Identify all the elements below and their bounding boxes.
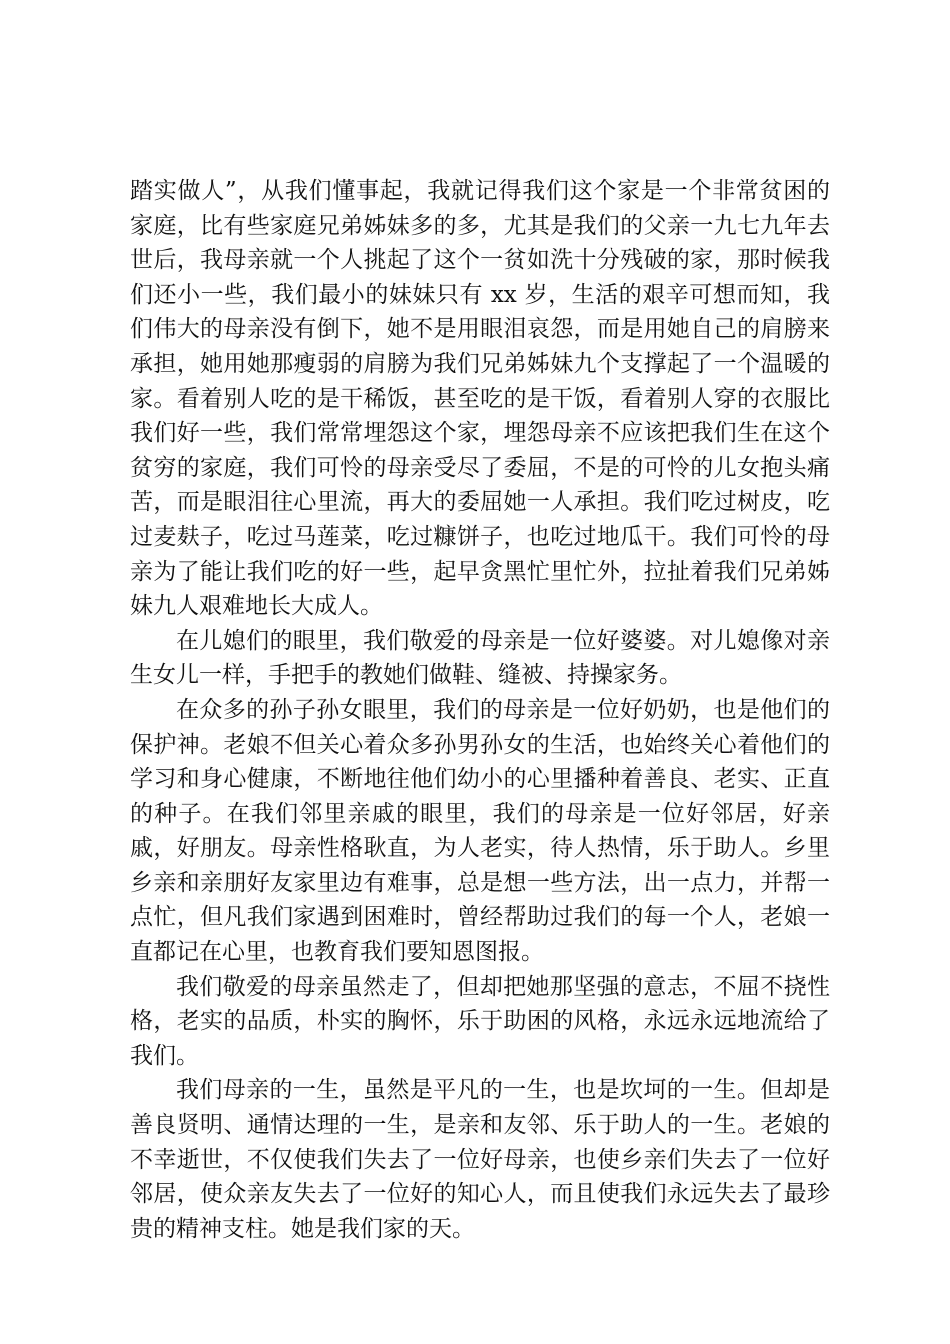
paragraph-5: 我们母亲的一生，虽然是平凡的一生，也是坎坷的一生。但却是善良贤明、通情达理的一生，是亲和友邻、乐于助人的一生。老娘的不幸逝世，不仅使我们失去了一位好母亲，也使乡亲们失去了一位好邻居，使众亲友失去了一位好的知心人，而且使我们永远失去了最珍贵的精神支柱。她是我们家的天。 <box>130 1077 830 1242</box>
document-body <box>130 174 830 1246</box>
paragraph-1: 踏实做人”，从我们懂事起，我就记得我们这个家是一个非常贫困的家庭，比有些家庭兄弟姊妹多的多，尤其是我们的父亲一九七九年去世后，我母亲就一个人挑起了这个一贫如洗十分残破的家，那时候我们还小一些，我们最小的妹妹只有 xx 岁，生活的艰辛可想而知，我们伟大的母亲没有倒下，她不是用眼泪哀怨，而是用她自己的肩膀来承担，她用她那瘦弱的肩膀为我们兄弟姊妹九个支撑起了一个温暖的家。看着别人吃的是干稀饭，甚至吃的是干饭，看着别人穿的衣服比我们好一些，我们常常埋怨这个家，埋怨母亲不应该把我们生在这个贫穷的家庭，我们可怜的母亲受尽了委屈，不是的可怜的儿女抱头痛苦，而是眼泪往心里流，再大的委屈她一人承担。我们吃过树皮，吃过麦麸子，吃过马莲菜，吃过糠饼子，也吃过地瓜干。我们可怜的母亲为了能让我们吃的好一些，起早贪黑忙里忙外，拉扯着我们兄弟姊妹九人艰难地长大成人。 <box>130 178 830 620</box>
paragraph-2: 在儿媳们的眼里，我们敬爱的母亲是一位好婆婆。对儿媳像对亲生女儿一样，手把手的教她们做鞋、缝被、持操家务。 <box>130 627 830 689</box>
paragraph-3: 在众多的孙子孙女眼里，我们的母亲是一位好奶奶，也是他们的保护神。老娘不但关心着众多孙男孙女的生活，也始终关心着他们的学习和身心健康，不断地往他们幼小的心里播种着善良、老实、正直的种子。在我们邻里亲戚的眼里，我们的母亲是一位好邻居，好亲戚，好朋友。母亲性格耿直，为人老实，待人热情，乐于助人。乡里乡亲和亲朋好友家里边有难事，总是想一些方法，出一点力，并帮一点忙，但凡我们家遇到困难时，曾经帮助过我们的每一个人，老娘一直都记在心里，也教育我们要知恩图报。 <box>130 696 830 966</box>
paragraph-4: 我们敬爱的母亲虽然走了，但却把她那坚强的意志，不屈不挠性格，老实的品质，朴实的胸怀，乐于助困的风格，永远永远地流给了我们。 <box>130 973 830 1069</box>
